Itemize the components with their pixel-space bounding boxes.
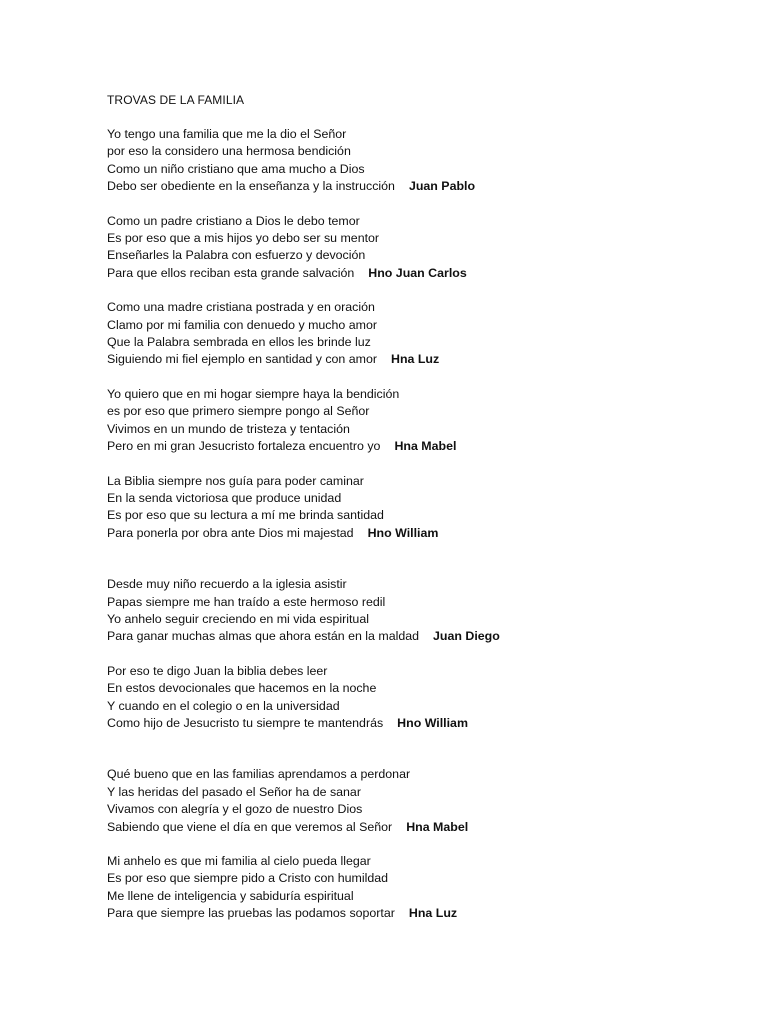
stanza <box>107 386 727 456</box>
verse-text: En estos devocionales que hacemos en la noche <box>107 681 377 696</box>
verse-line <box>107 178 727 195</box>
verse-line <box>107 819 727 836</box>
stanza-author: Hna Luz <box>391 352 440 367</box>
stanza <box>107 663 727 733</box>
verse-text: Yo quiero que en mi hogar siempre haya la bendición <box>107 386 400 401</box>
verse-line <box>107 698 727 715</box>
verse-text: En la senda victoriosa que produce unidad <box>107 490 342 505</box>
verse-line <box>107 213 727 230</box>
verse-text: Debo ser obediente en la enseñanza y la instrucción <box>107 179 395 194</box>
verse-text: Vivimos en un mundo de tristeza y tentación <box>107 421 350 436</box>
stanza-author: Hno Juan Carlos <box>368 265 467 280</box>
verse-text: Para que ellos reciban esta grande salvación <box>107 265 355 280</box>
stanza-author: Juan Diego <box>433 629 500 644</box>
verse-text: La Biblia siempre nos guía para poder caminar <box>107 473 364 488</box>
verse-text: Para ganar muchas almas que ahora están en la maldad <box>107 629 420 644</box>
verse-text: Como hijo de Jesucristo tu siempre te mantendrás <box>107 715 384 730</box>
stanza-author: Hno William <box>367 525 439 540</box>
verse-text: Desde muy niño recuerdo a la iglesia asistir <box>107 577 347 592</box>
verse-line <box>107 161 727 178</box>
verse-line <box>107 386 727 403</box>
verse-text: Mi anhelo es que mi familia al cielo pueda llegar <box>107 854 371 868</box>
document-title: TROVAS DE LA FAMILIA <box>107 93 245 107</box>
verse-line <box>107 230 727 247</box>
document-page <box>107 92 727 940</box>
verse-text: Yo tengo una familia que me la dio el Señor <box>107 127 347 141</box>
verse-text: Es por eso que a mis hijos yo debo ser su mentor <box>107 231 380 246</box>
verse-line <box>107 888 727 905</box>
verse-line <box>107 715 727 732</box>
verse-text: Clamo por mi familia con denuedo y mucho amor <box>107 317 377 332</box>
verse-line <box>107 317 727 334</box>
verse-line <box>107 525 727 542</box>
verse-line <box>107 905 727 922</box>
verse-text: Enseñarles la Palabra con esfuerzo y devoción <box>107 248 366 263</box>
verse-text: Como un padre cristiano a Dios le debo temor <box>107 213 360 228</box>
verse-text: Y cuando en el colegio o en la universidad <box>107 698 340 713</box>
verse-line <box>107 490 727 507</box>
stanza <box>107 853 727 923</box>
verse-text: Es por eso que siempre pido a Cristo con humildad <box>107 871 389 886</box>
verse-text: es por eso que primero siempre pongo al Señor <box>107 404 370 419</box>
verse-text: Sabiendo que viene el día en que veremos al Señor <box>107 819 393 834</box>
verse-line <box>107 473 727 490</box>
verse-line <box>107 870 727 887</box>
verse-line <box>107 351 727 368</box>
verse-text: Pero en mi gran Jesucristo fortaleza encuentro yo <box>107 439 381 454</box>
verse-text: Por eso te digo Juan la biblia debes leer <box>107 663 328 678</box>
verse-text: Como una madre cristiana postrada y en oración <box>107 300 375 315</box>
verse-text: Como un niño cristiano que ama mucho a Dios <box>107 161 365 176</box>
stanza-author: Hna Mabel <box>394 439 457 454</box>
verse-line <box>107 334 727 351</box>
verse-text: Papas siempre me han traído a este hermoso redil <box>107 594 386 609</box>
verse-text: por eso la considero una hermosa bendición <box>107 144 351 159</box>
stanza-author: Hna Luz <box>408 906 458 921</box>
verse-text: Y las heridas del pasado el Señor ha de sanar <box>107 784 361 799</box>
verse-line <box>107 143 727 160</box>
verse-line <box>107 438 727 455</box>
verse-line <box>107 628 727 645</box>
stanza <box>107 126 727 196</box>
verse-line <box>107 594 727 611</box>
stanza-author: Hna Mabel <box>406 819 469 834</box>
stanza <box>107 213 727 283</box>
verse-text: Qué bueno que en las familias aprendamos a perdonar <box>107 767 411 782</box>
verse-line <box>107 126 727 143</box>
verse-line <box>107 507 727 524</box>
stanza-author: Juan Pablo <box>408 179 476 194</box>
verse-text: Siguiendo mi fiel ejemplo en santidad y con amor <box>107 352 377 367</box>
verse-line <box>107 403 727 420</box>
verse-text: Me llene de inteligencia y sabiduría espiritual <box>107 888 354 903</box>
verse-line <box>107 611 727 628</box>
verse-text: Que la Palabra sembrada en ellos les brinde luz <box>107 335 371 350</box>
verse-text: Para ponerla por obra ante Dios mi majestad <box>107 525 354 540</box>
stanza <box>107 576 727 646</box>
stanza <box>107 473 727 543</box>
verse-line <box>107 421 727 438</box>
verse-text: Es por eso que su lectura a mí me brinda santidad <box>107 508 384 523</box>
stanza <box>107 766 727 836</box>
verse-text: Vivamos con alegría y el gozo de nuestro Dios <box>107 802 363 817</box>
stanza-author: Hno William <box>397 715 468 730</box>
verse-text: Yo anhelo seguir creciendo en mi vida espiritual <box>107 611 369 626</box>
verse-line <box>107 576 727 593</box>
verse-line <box>107 663 727 680</box>
poem-body <box>107 126 727 923</box>
verse-line <box>107 247 727 264</box>
verse-line <box>107 299 727 316</box>
verse-line <box>107 801 727 818</box>
verse-text: Para que siempre las pruebas las podamos soportar <box>107 906 395 921</box>
verse-line <box>107 680 727 697</box>
verse-line <box>107 853 727 870</box>
verse-line <box>107 784 727 801</box>
stanza <box>107 299 727 369</box>
verse-line <box>107 766 727 783</box>
verse-line <box>107 265 727 282</box>
